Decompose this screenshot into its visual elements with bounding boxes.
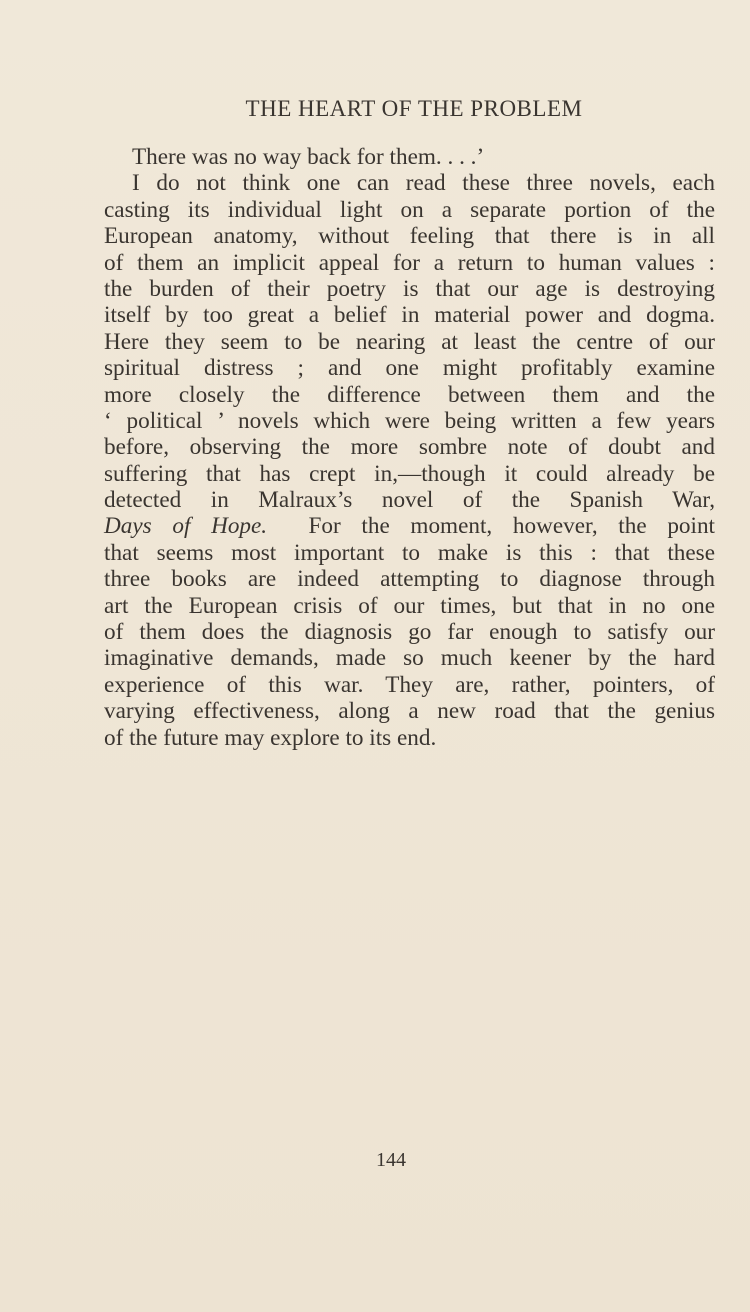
text-line: art the European crisis of our times, but that in no one [104,592,715,619]
text-line: varying effectiveness, along a new road that the genius [104,698,715,725]
text-line: I do not think one can read these three novels, each [132,170,715,197]
text-line: spiritual distress ; and one might profitably examine [104,355,715,382]
text-line: before, observing the more sombre note of doubt and [104,434,715,461]
text-line: the burden of their poetry is that our age is destroying [104,275,715,302]
text-line: detected in Malraux’s novel of the Spanish War, [104,487,715,514]
text-line: more closely the difference between them and the [104,381,715,408]
text-line-with-title [104,513,715,539]
text-line: that seems most important to make is this : that these [104,539,715,566]
text-line: Here they seem to be nearing at least the centre of our [104,328,715,355]
text-line: of them does the diagnosis go far enough to satisfy our [104,619,715,646]
page-number: 144 [376,1149,406,1171]
text-line: There was no way back for them. . . .’ [132,144,485,170]
body-text [104,144,715,751]
text-line: of the future may explore to its end. [104,724,437,751]
text-line: three books are indeed attempting to diagnose through [104,566,715,593]
book-title-italic: Days of Hope. [104,513,268,540]
text-line: suffering that has crept in,—though it could already be [104,460,715,487]
text-line: itself by too great a belief in material power and dogma. [104,302,715,329]
text-line: experience of this war. They are, rather, pointers, of [104,671,715,698]
text-line: ‘ political ’ novels which were being written a few years [104,407,715,434]
running-head: THE HEART OF THE PROBLEM [245,96,583,121]
text-line-remainder: For the moment, however, the point [308,513,715,540]
text-line: European anatomy, without feeling that there is in all [104,223,715,250]
text-line: imaginative demands, made so much keener by the hard [104,645,715,672]
text-line: casting its individual light on a separate portion of the [104,196,715,223]
text-line: of them an implicit appeal for a return to human values : [104,249,715,276]
